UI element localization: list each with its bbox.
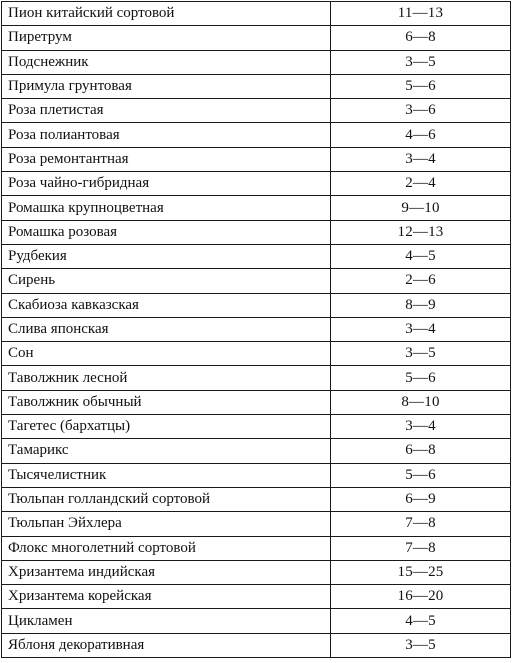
value-range-cell: 15—25 xyxy=(331,560,511,584)
table-row xyxy=(2,317,511,341)
value-range-cell: 6—8 xyxy=(331,26,511,50)
table-row xyxy=(2,99,511,123)
value-range-cell: 3—4 xyxy=(331,317,511,341)
plant-name-cell: Цикламен xyxy=(2,609,331,633)
plant-name-cell: Тагетес (бархатцы) xyxy=(2,415,331,439)
plant-name-cell: Скабиоза кавказская xyxy=(2,293,331,317)
table-row xyxy=(2,536,511,560)
table-row xyxy=(2,269,511,293)
table-row xyxy=(2,560,511,584)
value-range-cell: 3—5 xyxy=(331,342,511,366)
value-range-cell: 8—9 xyxy=(331,293,511,317)
plant-name-cell: Ромашка крупноцветная xyxy=(2,196,331,220)
plant-name-cell: Рудбекия xyxy=(2,244,331,268)
value-range-cell: 7—8 xyxy=(331,536,511,560)
table-row xyxy=(2,366,511,390)
table-row xyxy=(2,50,511,74)
value-range-cell: 3—4 xyxy=(331,147,511,171)
plant-name-cell: Тюльпан Эйхлера xyxy=(2,512,331,536)
table-row xyxy=(2,487,511,511)
plant-name-cell: Роза ремонтантная xyxy=(2,147,331,171)
plant-name-cell: Таволжник обычный xyxy=(2,390,331,414)
value-range-cell: 12—13 xyxy=(331,220,511,244)
table-row xyxy=(2,123,511,147)
plant-name-cell: Роза плетистая xyxy=(2,99,331,123)
table-row xyxy=(2,244,511,268)
value-range-cell: 6—8 xyxy=(331,439,511,463)
table-row xyxy=(2,342,511,366)
value-range-cell: 3—5 xyxy=(331,50,511,74)
table-row xyxy=(2,633,511,657)
plant-name-cell: Ромашка розовая xyxy=(2,220,331,244)
table-row xyxy=(2,512,511,536)
value-range-cell: 4—5 xyxy=(331,244,511,268)
value-range-cell: 4—5 xyxy=(331,609,511,633)
plant-name-cell: Сон xyxy=(2,342,331,366)
value-range-cell: 8—10 xyxy=(331,390,511,414)
plant-name-cell: Тамарикс xyxy=(2,439,331,463)
plant-name-cell: Тюльпан голландский сортовой xyxy=(2,487,331,511)
table-row xyxy=(2,439,511,463)
plant-name-cell: Слива японская xyxy=(2,317,331,341)
value-range-cell: 3—4 xyxy=(331,415,511,439)
plant-name-cell: Яблоня декоративная xyxy=(2,633,331,657)
table-row xyxy=(2,196,511,220)
table-row xyxy=(2,26,511,50)
value-range-cell: 3—5 xyxy=(331,633,511,657)
value-range-cell: 4—6 xyxy=(331,123,511,147)
value-range-cell: 5—6 xyxy=(331,366,511,390)
table-row xyxy=(2,293,511,317)
plant-name-cell: Роза чайно-гибридная xyxy=(2,172,331,196)
plant-name-cell: Тысячелистник xyxy=(2,463,331,487)
plant-name-cell: Пиретрум xyxy=(2,26,331,50)
plant-name-cell: Таволжник лесной xyxy=(2,366,331,390)
table-row xyxy=(2,74,511,98)
plant-name-cell: Хризантема индийская xyxy=(2,560,331,584)
table-row xyxy=(2,172,511,196)
plant-table xyxy=(1,1,511,658)
table-row xyxy=(2,2,511,26)
table-row xyxy=(2,147,511,171)
plant-name-cell: Флокс многолетний сортовой xyxy=(2,536,331,560)
value-range-cell: 16—20 xyxy=(331,585,511,609)
table-row xyxy=(2,390,511,414)
table-body xyxy=(2,2,511,658)
table-row xyxy=(2,609,511,633)
plant-name-cell: Пион китайский сортовой xyxy=(2,2,331,26)
table-row xyxy=(2,463,511,487)
value-range-cell: 2—4 xyxy=(331,172,511,196)
value-range-cell: 3—6 xyxy=(331,99,511,123)
value-range-cell: 11—13 xyxy=(331,2,511,26)
value-range-cell: 2—6 xyxy=(331,269,511,293)
plant-name-cell: Роза полиантовая xyxy=(2,123,331,147)
value-range-cell: 5—6 xyxy=(331,463,511,487)
value-range-cell: 9—10 xyxy=(331,196,511,220)
table-row xyxy=(2,585,511,609)
value-range-cell: 5—6 xyxy=(331,74,511,98)
value-range-cell: 7—8 xyxy=(331,512,511,536)
plant-name-cell: Хризантема корейская xyxy=(2,585,331,609)
plant-name-cell: Подснежник xyxy=(2,50,331,74)
table-row xyxy=(2,415,511,439)
table-row xyxy=(2,220,511,244)
plant-name-cell: Сирень xyxy=(2,269,331,293)
plant-name-cell: Примула грунтовая xyxy=(2,74,331,98)
value-range-cell: 6—9 xyxy=(331,487,511,511)
